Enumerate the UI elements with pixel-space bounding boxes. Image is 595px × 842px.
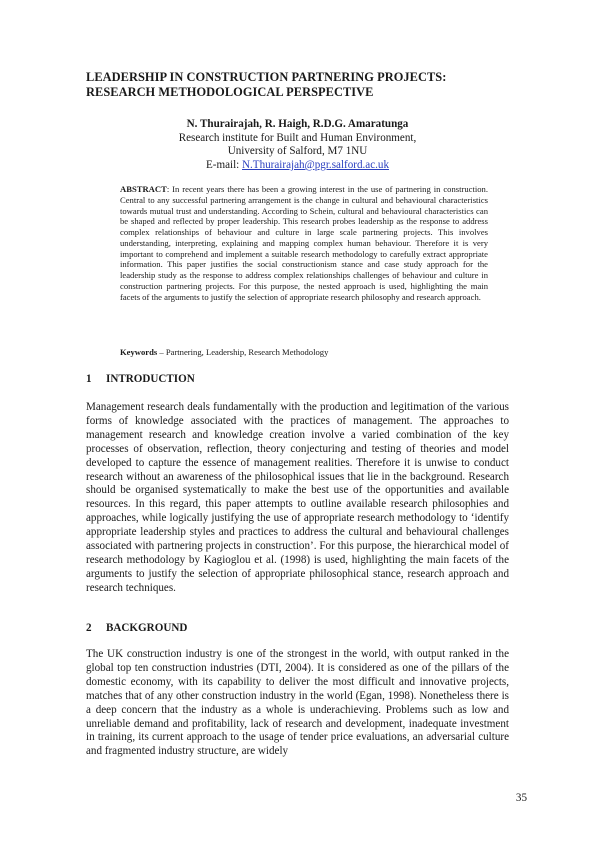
author-names: N. Thurairajah, R. Haigh, R.D.G. Amaratunga xyxy=(186,118,409,130)
section-heading-introduction xyxy=(86,373,506,386)
paper-title xyxy=(86,70,526,100)
background-paragraph: The UK construction industry is one of the strongest in the world, with output ranked in the global top ten construction industries (DTI, 2004). It is considered as one of the pillars of the domestic economy, with its capability to deliver the most difficult and innovative projects, matches that of any other construction industry in the world (Egan, 1998). Nonetheless there is a deep concern that the industry as a whole is underachieving. Problems such as low and unreliable demand and profitability, lack of research and development, inadequate investment in training, its current approach to the usage of tender price evaluations, an adversarial culture and fragmented industry structure, are widely xyxy=(86,648,509,758)
section-heading-background xyxy=(86,622,506,635)
title-line-2: RESEARCH METHODOLOGICAL PERSPECTIVE xyxy=(86,85,374,99)
abstract-text: : In recent years there has been a growing interest in the use of partnering in construction. Central to any successful partnering arrangement is the change in cultural and behavioural characteristics towards mutual trust and understanding. According to Schein, cultural and behavioural characteristics can be shaped and reflected by proper leadership. This research probes leadership as the response to address complex relationships of behaviour and culture in large scale partnering projects. This involves understanding, interpreting, explaining and mapping complex human behaviour. Therefore it is very important to comprehend and implement a suitable research methodology to carefully extract appropriate information. This paper justifies the social constructionism stance and case study approach for the leadership study as the response to address complex relationships challenges of behaviour and culture in construction partnering projects. For this purpose, the nested approach is used, highlighting the main facets of the arguments to justify the selection of appropriate research philosophy and research approach. xyxy=(120,184,488,302)
email-line xyxy=(86,159,509,173)
email-label: E-mail: xyxy=(205,158,243,171)
section-number: 1 xyxy=(86,373,92,385)
title-line-1: LEADERSHIP IN CONSTRUCTION PARTNERING PROJECTS: xyxy=(86,70,447,84)
affiliation-line-1: Research institute for Built and Human Environment, xyxy=(178,131,417,144)
abstract xyxy=(120,184,488,302)
abstract-label: ABSTRACT xyxy=(120,184,167,194)
section-number: 2 xyxy=(86,622,92,634)
section-title: BACKGROUND xyxy=(106,622,188,634)
affiliation-line-2: University of Salford, M7 1NU xyxy=(227,145,368,158)
keywords-label: Keywords xyxy=(120,347,158,357)
section-title: INTRODUCTION xyxy=(106,373,195,385)
email-link[interactable]: N.Thurairajah@pgr.salford.ac.uk xyxy=(242,158,390,171)
page-number: 35 xyxy=(515,792,527,804)
keywords xyxy=(120,347,488,358)
author-block xyxy=(86,118,509,172)
introduction-paragraph: Management research deals fundamentally with the production and legitimation of the various forms of knowledge associated with the practices of management. The approaches to management research and knowledge creation involve a varied combination of the key processes of observation, reflection, theory conjecturing and testing of theories and model developed to capture the essence of management realities. Therefore it is unwise to conduct research without an awareness of the philosophical issues that lie in the background. Research should be organised systematically to make the best use of the opportunities and available resources. In this regard, this paper attempts to outline available research philosophies and approaches, while logically justifying the use of appropriate research methodology to ‘identify appropriate leadership styles and practices to address the cultural and behavioural challenges associated with partnering projects in construction’. For this purpose, the hierarchical model of research methodology by Kagioglou et al. (1998) is used, highlighting the main facets of the arguments to justify the selection of appropriate philosophical stance, research approach and research techniques. xyxy=(86,401,509,594)
keywords-text: – Partnering, Leadership, Research Methodology xyxy=(157,347,329,357)
